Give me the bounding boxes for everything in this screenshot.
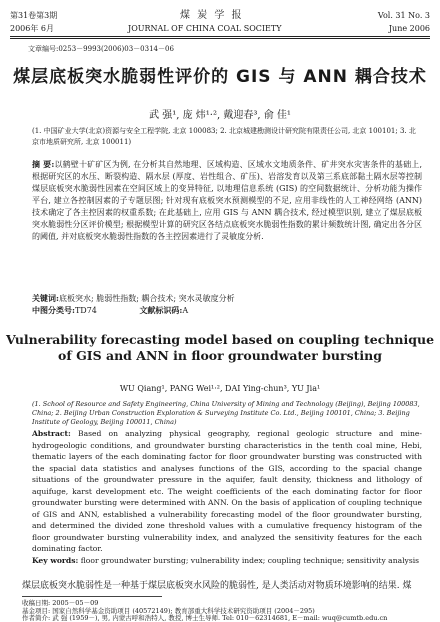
title-english: Vulnerability forecasting model based on coupling technique of GIS and ANN in floor groundwater bursting — [5, 332, 435, 363]
header-volume-en: Vol. 31 No. 3 — [377, 11, 430, 20]
title-chinese: 煤层底板突水脆弱性评价的 GIS 与 ANN 耦合技术 — [13, 67, 427, 87]
authors-english: WU Qiang¹, PANG Wei¹·², DAI Ying-chun³, YU Jia¹ — [119, 384, 321, 393]
intro-paragraph: 煤层底板突水脆弱性是一种基于煤层底板突水风险的脆弱性, 是人类活动对物质环境影响的结果. 煤 — [22, 581, 412, 591]
footnote-author: 作者简介: 武 强 (1959－), 男, 内蒙古呼和浩特人, 教授, 博士生导师. Tel: 010－62314681, E－mail: wuq@cumtb.edu.cn — [22, 614, 388, 622]
header-volume-cn: 第31卷第3期 — [10, 11, 58, 20]
header-date-cn: 2006年 6月 — [10, 24, 54, 33]
abstract-label-cn: 摘 要: — [32, 159, 55, 169]
keywords-label-en: Key words: — [32, 556, 79, 565]
clc-label: 中图分类号: — [32, 305, 75, 315]
header-rule — [10, 36, 430, 37]
clc-code: TD74 — [74, 306, 97, 315]
header-journal-en: JOURNAL OF CHINA COAL SOCIETY — [128, 24, 282, 33]
abstract-text-en: Based on analyzing physical geography, regional geologic structure and mine-hydrogeologic conditions, and groundwater bursting characteristics in the tenth coal mine, Hebi, thematic layers of the each dominating factor for floor groundwater bursting was constructed with the spacial data statistics and analyses functions of the GIS, according to the spacial change situations of the groundwater pressure in the aquifer, fault density, thickness and lithology of aquifuge, karst development etc. The weight coefficients of the each dominating factor for floor groundwater bursting were determined with ANN. On the basis of application of coupling technique of GIS and ANN, established a vulnerability forecasting model of the floor groundwater bursting, and determined the divided zone threshold values with a cumulative frequency histogram of the floor groundwater bursting vulnerability index, and analyzed the sensitivity features for the each dominating factor. — [32, 429, 422, 553]
header-journal-cn: 煤 炭 学 报 — [180, 10, 244, 21]
article-number: 文章编号:0253－9993(2006)03－0314－06 — [28, 45, 174, 53]
header-rule-2 — [10, 38, 430, 39]
keywords-label-cn: 关键词: — [32, 293, 59, 303]
abstract-chinese — [32, 158, 422, 243]
keywords-text-en: floor groundwater bursting; vulnerability index; coupling technique; sensitivity analysis — [80, 556, 420, 565]
classification-chinese — [32, 304, 422, 317]
authors-chinese: 武 强¹, 庞 炜¹·², 戴迎春³, 俞 佳¹ — [149, 110, 291, 121]
doc-code-label: 文献标识码: — [139, 305, 183, 315]
affiliation-chinese: (1. 中国矿业大学(北京)资源与安全工程学院, 北京 100083; 2. 北京城建勘测设计研究院有限责任公司, 北京 100101; 3. 北京市地质研究所, 北京 100011) — [32, 127, 416, 146]
affiliation-english: (1. School of Resource and Safety Engineering, China University of Mining and Technology (Beijing), Beijing 100083, China; 2. Beijing Urban Construction Exploration & Surveying Institute Co. Ltd., Beijing 100101, China; 3. Beijing Institute of Geology, Beijing 100011, China) — [32, 400, 420, 426]
footnote-received: 收稿日期: 2005－05－09 — [22, 599, 99, 607]
header-date-en: June 2006 — [388, 24, 430, 33]
doc-code: A — [182, 306, 189, 315]
abstract-text-cn: 以鹤壁十矿矿区为例, 在分析其自然地理、区域构造、区域水文地质条件、矿井突水灾害条件的基础上, 根据研究区的水压、断裂构造、隔水层 (厚度、岩性组合、矿压)、岩溶发育以及第三系底部黏土隔水层等控制煤层底板突水脆弱性因素在空间区域上的变异特征, 以地理信息系统 (GIS) 的空间数据统计、分析功能为操作平台, 建立各控制因素的子专题层图; 针对现有底板突水预测模型的不足, 应用非线性的人工神经网络 (ANN) 技术确定了各主控因素的权重系数; 在此基础上, 应用 GIS 与 ANN 耦合技术, 经过模型识别, 建立了煤层底板突水脆弱性分区评价模型; 根据模型计算的研究区各结点底板突水脆弱性指数的累计频数统计图, 确定出各分区的阈值, 并对底板突水脆弱性指数的各主控因素进行了灵敏度分析. — [32, 160, 423, 241]
abstract-label-en: Abstract: — [32, 429, 71, 438]
footnote-rule — [22, 596, 162, 597]
abstract-english — [32, 428, 422, 555]
footnote-fund: 基金项目: 国家自然科学基金资助项目 (40572149); 教育部重大科学技术研究资助项目 (2004－295) — [22, 607, 315, 615]
keywords-english — [32, 555, 422, 566]
keywords-text-cn: 底板突水; 脆弱性指数; 耦合技术; 突水灵敏度分析 — [58, 294, 235, 303]
